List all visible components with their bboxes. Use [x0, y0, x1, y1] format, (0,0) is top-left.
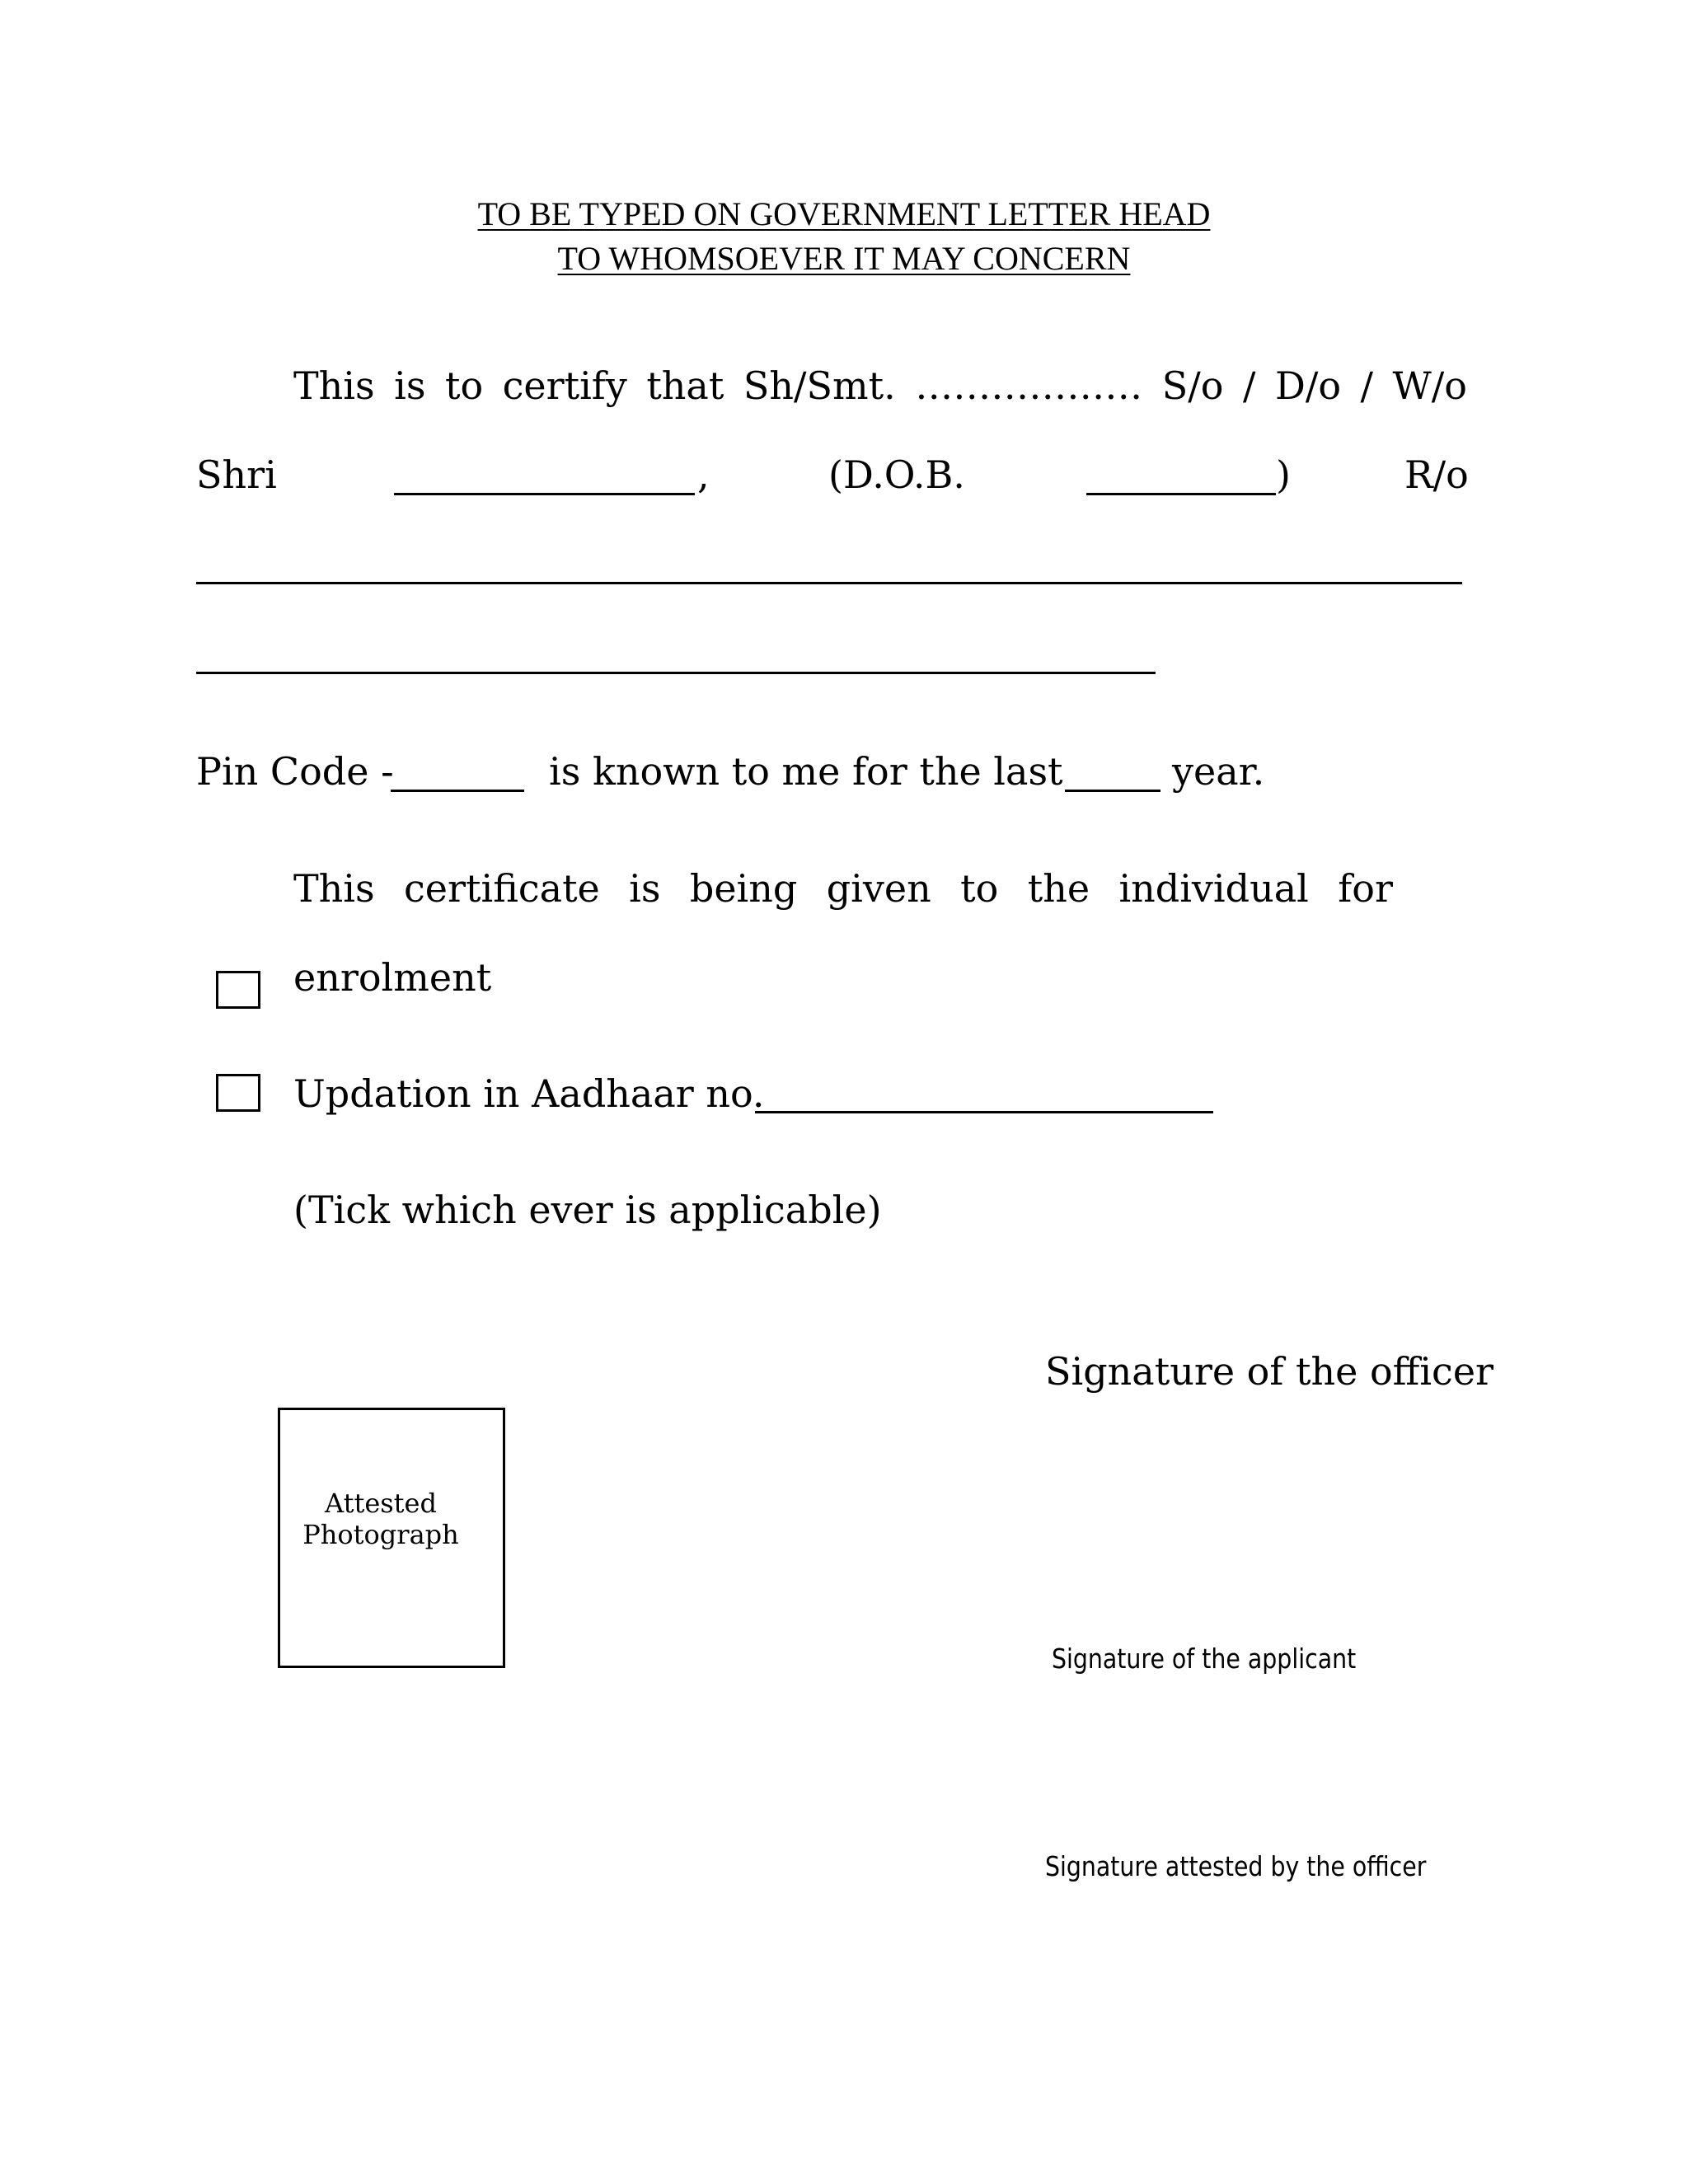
known-to-me-text: is known to me for the last: [549, 749, 1063, 794]
comma: ,: [697, 452, 710, 497]
purpose-word: being: [689, 866, 798, 911]
dob-close: ): [1276, 452, 1291, 497]
dob-blank[interactable]: [1086, 493, 1276, 495]
header-line-1: [0, 195, 1688, 232]
header-line-2: [0, 242, 1688, 275]
updation-label: Updation in Aadhaar no.: [293, 1071, 765, 1116]
address-blank-1[interactable]: [196, 582, 1462, 584]
purpose-word: certificate: [404, 866, 600, 911]
purpose-word: This: [293, 866, 375, 911]
years-blank[interactable]: [1065, 790, 1160, 792]
header-line-1-text: TO BE TYPED ON GOVERNMENT LETTER HEAD: [477, 195, 1211, 232]
year-text: year.: [1172, 749, 1265, 794]
attested-photograph-label: [290, 1488, 471, 1550]
purpose-word: individual: [1118, 866, 1309, 911]
header-line-2-text: TO WHOMSOEVER IT MAY CONCERN: [557, 240, 1131, 277]
purpose-word: the: [1027, 866, 1090, 911]
enrolment-checkbox[interactable]: [216, 971, 260, 1009]
aadhaar-number-blank[interactable]: [755, 1111, 1213, 1113]
purpose-word: given: [826, 866, 931, 911]
photo-label-line-1: Attested: [325, 1488, 437, 1519]
address-blank-2[interactable]: [196, 672, 1156, 674]
signature-attested-label: Signature attested by the officer: [1045, 1850, 1427, 1882]
pin-code-label: Pin Code -: [196, 749, 394, 794]
shri-label: Shri: [196, 452, 277, 497]
pin-code-blank[interactable]: [391, 790, 524, 792]
father-name-blank[interactable]: [394, 493, 695, 495]
purpose-word: is: [629, 866, 661, 911]
purpose-word: to: [960, 866, 999, 911]
purpose-sentence: [293, 866, 1393, 911]
enrolment-label: enrolment: [293, 955, 492, 1000]
applicant-signature-label: Signature of the applicant: [1052, 1643, 1357, 1675]
certify-intro: This is to certify that Sh/Smt. ……………… S/o / D/o / W/o: [293, 363, 1467, 408]
dob-label: (D.O.B.: [828, 452, 965, 497]
purpose-word: for: [1338, 866, 1393, 911]
tick-instruction: (Tick which ever is applicable): [293, 1188, 882, 1232]
updation-checkbox[interactable]: [216, 1074, 260, 1112]
resident-of-label: R/o: [1404, 452, 1469, 497]
officer-signature-label: Signature of the officer: [1045, 1349, 1494, 1394]
photo-label-line-2: Photograph: [302, 1519, 459, 1550]
